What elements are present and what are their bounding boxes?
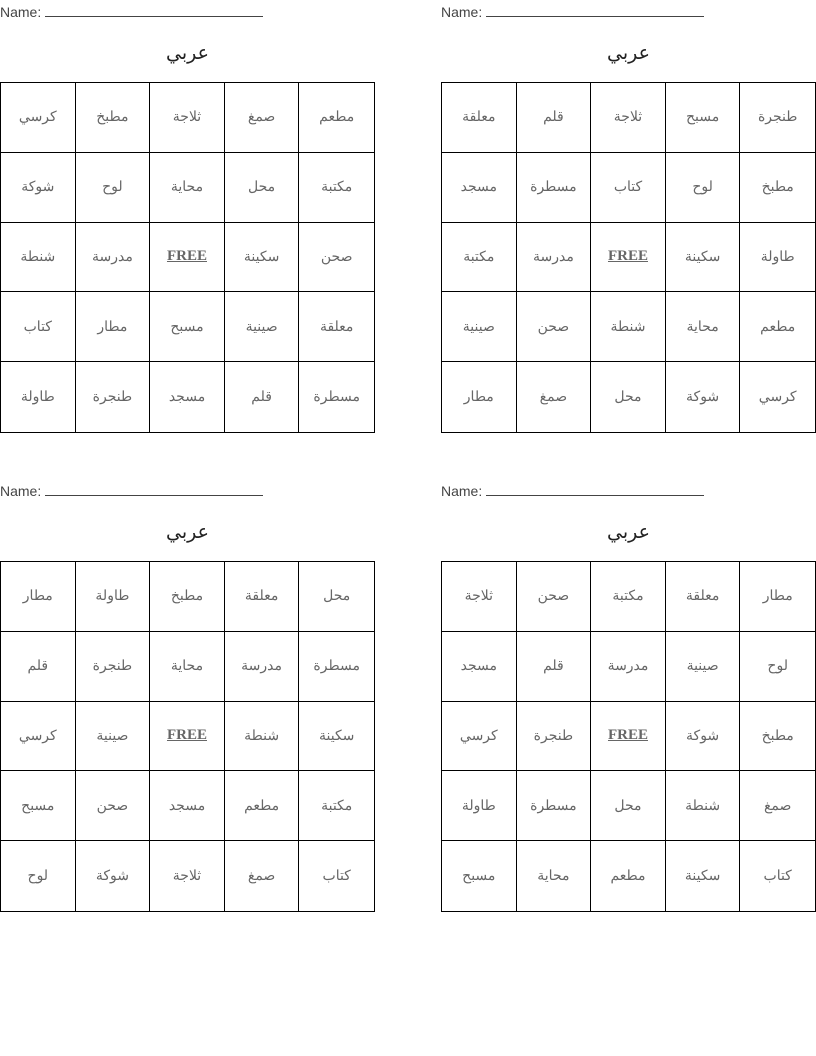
- bingo-cell: صمغ: [517, 362, 592, 432]
- bingo-cell: ثلاجة: [150, 83, 225, 153]
- name-blank-line[interactable]: [486, 2, 704, 17]
- bingo-cell: كرسي: [442, 702, 517, 772]
- card-title: عربي: [166, 42, 209, 64]
- bingo-cell: مسبح: [442, 841, 517, 911]
- bingo-cell: صمغ: [225, 83, 300, 153]
- bingo-cell: مسجد: [150, 362, 225, 432]
- bingo-cell: طاولة: [1, 362, 76, 432]
- bingo-cell: مطبخ: [76, 83, 151, 153]
- bingo-cell: محاية: [150, 153, 225, 223]
- bingo-cell: سكينة: [666, 841, 741, 911]
- bingo-cell: مطعم: [740, 292, 815, 362]
- name-label: Name:: [441, 4, 483, 20]
- bingo-cell: كرسي: [1, 83, 76, 153]
- bingo-cell: محاية: [517, 841, 592, 911]
- name-field: [0, 481, 263, 499]
- bingo-cell: معلقة: [442, 83, 517, 153]
- bingo-cell: صحن: [517, 292, 592, 362]
- bingo-cell: مكتبة: [299, 771, 374, 841]
- bingo-cell: صينية: [666, 632, 741, 702]
- bingo-cell: طنجرة: [76, 632, 151, 702]
- card-title: عربي: [607, 521, 650, 543]
- name-field: [0, 2, 263, 20]
- bingo-cell: مدرسة: [591, 632, 666, 702]
- bingo-cell: كتاب: [591, 153, 666, 223]
- bingo-cell: مطبخ: [150, 562, 225, 632]
- bingo-cell: مدرسة: [517, 223, 592, 293]
- bingo-cell: مسطرة: [517, 771, 592, 841]
- bingo-cell: شنطة: [225, 702, 300, 772]
- free-space-cell: FREE: [150, 702, 225, 772]
- bingo-cell: شوكة: [666, 702, 741, 772]
- bingo-cell: ثلاجة: [150, 841, 225, 911]
- bingo-cell: لوح: [740, 632, 815, 702]
- bingo-cell: مكتبة: [591, 562, 666, 632]
- name-field: [441, 2, 704, 20]
- bingo-cell: صحن: [517, 562, 592, 632]
- bingo-cell: كتاب: [322, 868, 351, 885]
- bingo-cell: صمغ: [740, 771, 815, 841]
- bingo-cell: مطار: [1, 562, 76, 632]
- bingo-cell: صينية: [76, 702, 151, 772]
- bingo-cell: شنطة: [1, 223, 76, 293]
- bingo-cell: قلم: [517, 632, 592, 702]
- bingo-cell: صمغ: [225, 841, 300, 911]
- bingo-cell: طنجرة: [740, 83, 815, 153]
- bingo-cell: لوح: [76, 153, 151, 223]
- bingo-cell: شوكة: [76, 841, 151, 911]
- bingo-cell: كرسي: [1, 702, 76, 772]
- bingo-cell: مطعم: [299, 83, 374, 153]
- bingo-grid: [441, 82, 816, 433]
- bingo-cell: مسبح: [1, 771, 76, 841]
- bingo-cell: مطعم: [225, 771, 300, 841]
- bingo-cell: طنجرة: [517, 702, 592, 772]
- bingo-cell: قلم: [517, 83, 592, 153]
- bingo-cell: مسطرة: [517, 153, 592, 223]
- bingo-cell: محاية: [666, 292, 741, 362]
- bingo-cell: طاولة: [740, 223, 815, 293]
- name-blank-line[interactable]: [45, 2, 263, 17]
- bingo-cell: مطبخ: [740, 153, 815, 223]
- bingo-cell: مطار: [740, 562, 815, 632]
- bingo-cell: ثلاجة: [591, 83, 666, 153]
- bingo-cell: شنطة: [591, 292, 666, 362]
- bingo-cell: شوكة: [666, 362, 741, 432]
- name-blank-line[interactable]: [45, 481, 263, 496]
- bingo-cell: ثلاجة: [442, 562, 517, 632]
- bingo-cell: معلقة: [225, 562, 300, 632]
- free-space-cell: FREE: [591, 223, 666, 293]
- free-space-cell: FREE: [150, 223, 225, 293]
- bingo-cell: لوح: [666, 153, 741, 223]
- bingo-grid: [0, 561, 375, 912]
- bingo-cell: مدرسة: [76, 223, 151, 293]
- bingo-cell: طاولة: [442, 771, 517, 841]
- bingo-cell: كتاب: [1, 292, 76, 362]
- bingo-cell: مطار: [76, 292, 151, 362]
- bingo-cell: مطار: [442, 362, 517, 432]
- bingo-cell: طاولة: [76, 562, 151, 632]
- name-label: Name:: [0, 4, 42, 20]
- name-blank-line[interactable]: [486, 481, 704, 496]
- bingo-cell: مسبح: [666, 83, 741, 153]
- bingo-cell: محاية: [150, 632, 225, 702]
- bingo-cell: مكتبة: [442, 223, 517, 293]
- bingo-cell: طنجرة: [76, 362, 151, 432]
- bingo-cell: مسطرة: [299, 632, 374, 702]
- card-title: عربي: [607, 42, 650, 64]
- bingo-cell: مسجد: [442, 153, 517, 223]
- bingo-cell: مكتبة: [299, 153, 374, 223]
- bingo-cell: مطبخ: [740, 702, 815, 772]
- bingo-cell: محل: [591, 771, 666, 841]
- bingo-cell: صحن: [76, 771, 151, 841]
- bingo-grid: [441, 561, 816, 912]
- bingo-cell: محل: [299, 562, 374, 632]
- bingo-cell: مسبح: [150, 292, 225, 362]
- bingo-cell: شنطة: [666, 771, 741, 841]
- bingo-cell: مسجد: [150, 771, 225, 841]
- bingo-cell: شوكة: [1, 153, 76, 223]
- bingo-cell: محل: [591, 362, 666, 432]
- bingo-cell: صينية: [225, 292, 300, 362]
- bingo-cell: معلقة: [299, 292, 374, 362]
- bingo-cell: مدرسة: [225, 632, 300, 702]
- bingo-cell: مسجد: [442, 632, 517, 702]
- bingo-cell: مسطرة: [313, 389, 360, 406]
- bingo-cell: كرسي: [758, 389, 797, 406]
- bingo-cell: سكينة: [225, 223, 300, 293]
- bingo-cell: لوح: [1, 841, 76, 911]
- bingo-cell: سكينة: [666, 223, 741, 293]
- bingo-cell: صينية: [442, 292, 517, 362]
- free-space-cell: FREE: [591, 702, 666, 772]
- bingo-cell: كتاب: [763, 868, 792, 885]
- bingo-grid: [0, 82, 375, 433]
- bingo-cell: قلم: [225, 362, 300, 432]
- bingo-cell: معلقة: [666, 562, 741, 632]
- bingo-cell: مطعم: [591, 841, 666, 911]
- bingo-cell: محل: [225, 153, 300, 223]
- name-label: Name:: [441, 483, 483, 499]
- name-field: [441, 481, 704, 499]
- bingo-cell: قلم: [1, 632, 76, 702]
- name-label: Name:: [0, 483, 42, 499]
- card-title: عربي: [166, 521, 209, 543]
- bingo-cell: سكينة: [299, 702, 374, 772]
- bingo-cell: صحن: [299, 223, 374, 293]
